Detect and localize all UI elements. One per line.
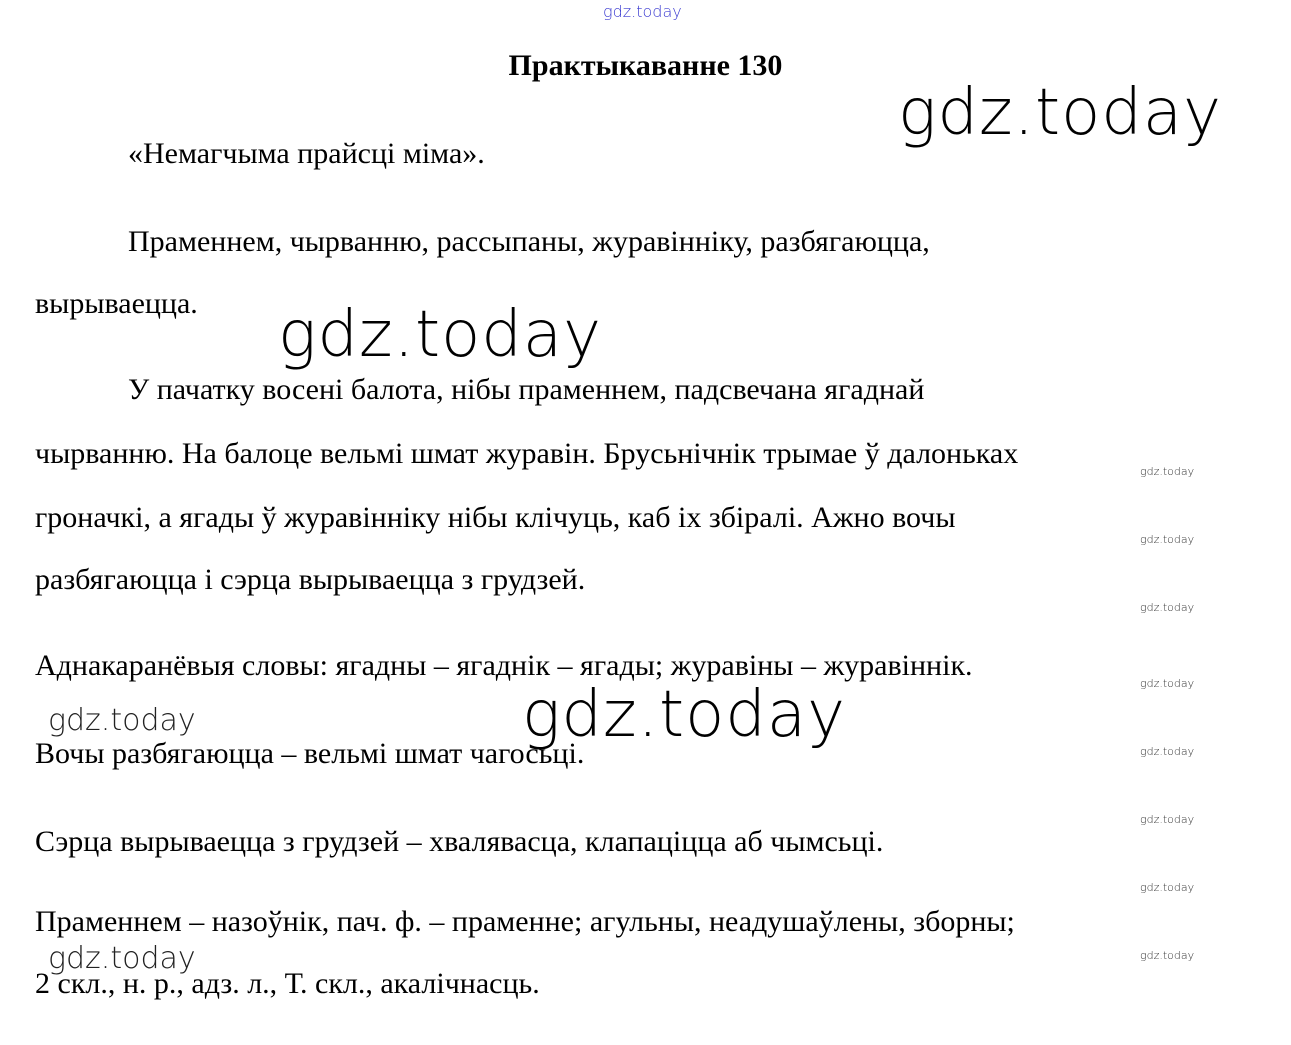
watermark-small: gdz.today: [1140, 813, 1195, 826]
words-line-1: Праменнем, чырванню, рассыпаны, журавінніку, разбягаюцца,: [128, 225, 930, 258]
watermark-large: gdz.today: [522, 678, 846, 752]
watermark-small: gdz.today: [1140, 881, 1195, 894]
watermark-large: gdz.today: [278, 298, 602, 372]
watermark-top: gdz.today: [603, 2, 682, 21]
watermark-small: gdz.today: [1140, 533, 1195, 546]
watermark-large: gdz.today: [898, 76, 1222, 150]
watermark-small: gdz.today: [1140, 465, 1195, 478]
watermark-medium: gdz.today: [48, 941, 196, 976]
heading-quote: «Немагчыма прайсці міма».: [128, 137, 485, 170]
analysis-line-1: Праменнем – назоўнік, пач. ф. – праменне; агульны, неадушаўлены, зборны;: [35, 905, 1015, 938]
text-line-2: чырванню. На балоце вельмі шмат журавін. Брусьнічнік трымае ў далоньках: [35, 437, 1019, 470]
analysis-line-2: 2 скл., н. р., адз. л., Т. скл., акалічнасць.: [35, 967, 540, 1000]
phrase-line-2: Сэрца вырываецца з грудзей – хваляваcца, клапаціцца аб чымсьці.: [35, 825, 884, 858]
watermark-medium: gdz.today: [48, 703, 196, 738]
page-title: Практыкаванне 130: [508, 49, 783, 82]
watermark-small: gdz.today: [1140, 677, 1195, 690]
roots-line: Аднакаранёвыя словы: ягадны – ягаднік – ягады; журавіны – журавіннік.: [35, 649, 973, 682]
watermark-small: gdz.today: [1140, 949, 1195, 962]
text-line-4: разбягаюцца і сэрца вырываецца з грудзей.: [35, 563, 586, 596]
text-line-3: гроначкі, а ягады ў журавінніку нібы клічуць, каб іх збіралі. Ажно вочы: [35, 501, 956, 534]
watermark-small: gdz.today: [1140, 745, 1195, 758]
phrase-line-1: Вочы разбягаюцца – вельмі шмат чагосьці.: [35, 737, 585, 770]
text-line-1: У пачатку восені балота, нібы праменнем, падсвечана ягаднай: [128, 373, 925, 406]
words-line-2: вырываецца.: [35, 287, 198, 320]
watermark-small: gdz.today: [1140, 601, 1195, 614]
